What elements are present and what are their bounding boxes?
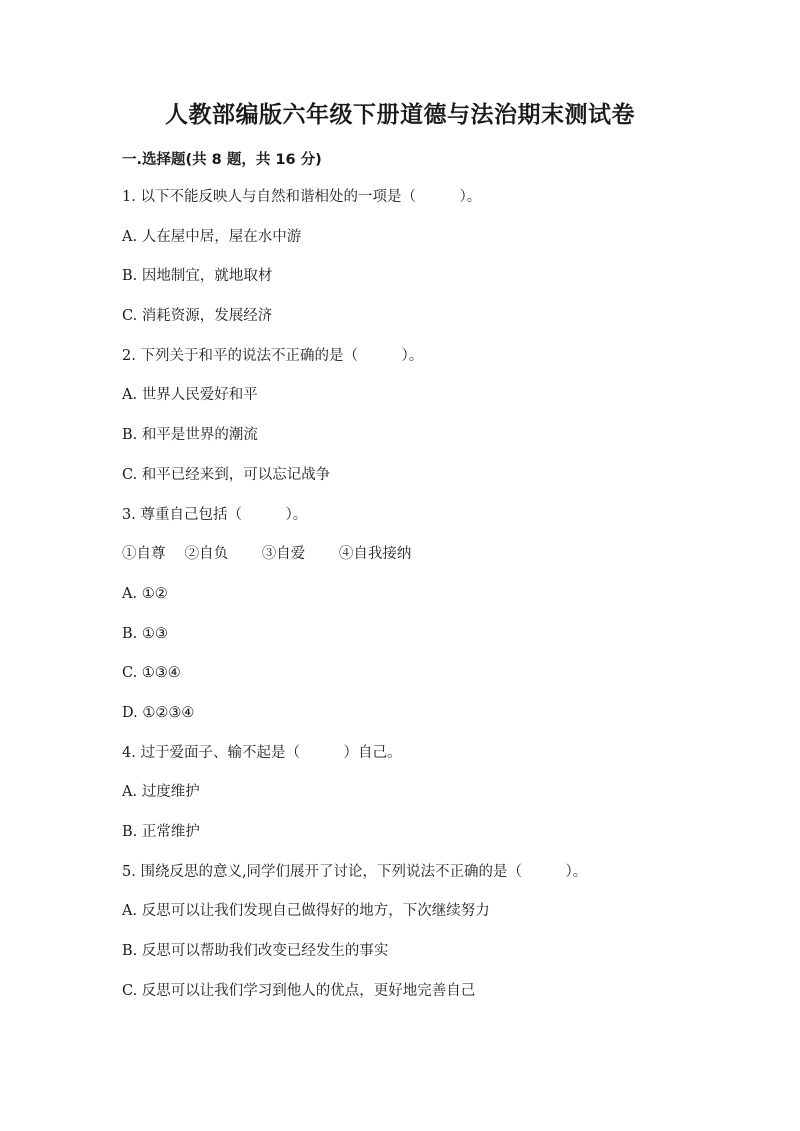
- option-text: C. ①③④: [122, 665, 181, 682]
- option-text: A. 过度维护: [122, 784, 200, 801]
- option-text: C. 和平已经来到，可以忘记战争: [122, 466, 331, 483]
- option-text: C. 消耗资源，发展经济: [122, 308, 273, 325]
- option-text: C. 反思可以让我们学习到他人的优点，更好地完善自己: [122, 982, 476, 999]
- option-text: A. ①②: [122, 585, 168, 602]
- section-heading: 一.选择题(共 8 题，共 16 分): [122, 152, 322, 168]
- option-text: A. 人在屋中居，屋在水中游: [122, 228, 302, 245]
- statement-list: ①自尊 ②自负 ③自爱 ④自我接纳: [122, 546, 412, 563]
- option-text: B. 反思可以帮助我们改变已经发生的事实: [122, 943, 389, 960]
- option-text: A. 反思可以让我们发现自己做得好的地方，下次继续努力: [122, 903, 490, 920]
- option-text: D. ①②③④: [122, 704, 195, 721]
- question-text: 4. 过于爱面子、输不起是（ ）自己。: [122, 744, 402, 761]
- page-title: 人教部编版六年级下册道德与法治期末测试卷: [165, 102, 635, 128]
- option-text: B. 和平是世界的潮流: [122, 427, 258, 444]
- option-text: B. ①③: [122, 625, 168, 642]
- question-text: 1. 以下不能反映人与自然和谐相处的一项是（ ）。: [122, 189, 482, 205]
- option-text: A. 世界人民爱好和平: [122, 387, 258, 404]
- question-text: 5. 围绕反思的意义,同学们展开了讨论，下列说法不正确的是（ ）。: [122, 863, 588, 880]
- question-list: [122, 186, 722, 1019]
- option-text: B. 因地制宜，就地取材: [122, 268, 273, 285]
- option-text: B. 正常维护: [122, 824, 200, 840]
- question-text: 2. 下列关于和平的说法不正确的是（ ）。: [122, 347, 424, 364]
- question-text: 3. 尊重自己包括（ ）。: [122, 506, 308, 523]
